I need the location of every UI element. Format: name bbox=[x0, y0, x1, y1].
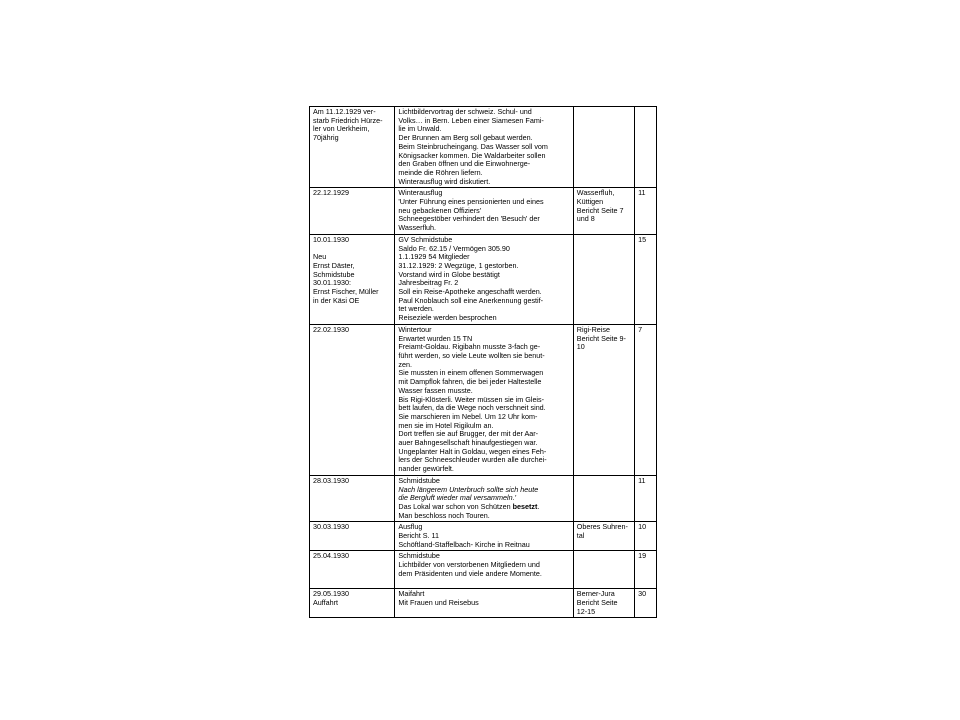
cell-text-line: GV Schmidstube bbox=[398, 234, 453, 244]
page-cell bbox=[635, 589, 657, 618]
table-row bbox=[310, 324, 657, 475]
cell-text-line: Bericht Seite 9- bbox=[576, 333, 626, 343]
cell-text-part: Das Lokal war schon von Schützen bbox=[398, 501, 513, 511]
cell-text-line: tet werden. bbox=[398, 304, 434, 314]
cell-text-line: 30 bbox=[638, 589, 647, 599]
table-row bbox=[310, 522, 657, 551]
cell-text-line: 30.03.1930 bbox=[313, 522, 349, 532]
date-cell bbox=[310, 551, 395, 589]
cell-text-line: 12-15 bbox=[576, 606, 596, 616]
cell-text-line: den Graben öffnen und die Einwohnerge- bbox=[398, 159, 531, 169]
cell-text-line: 29.05.1930 bbox=[313, 589, 349, 599]
table-row bbox=[310, 551, 657, 589]
cell-text-line: Ausflug bbox=[398, 522, 423, 532]
cell-text-line: 7 bbox=[638, 324, 643, 334]
table-row bbox=[310, 107, 657, 188]
cell-text-part: . bbox=[537, 501, 540, 511]
cell-text-line: Wintertour bbox=[398, 324, 432, 334]
cell-text-line: 25.04.1930 bbox=[313, 551, 349, 561]
cell-text-line: Am 11.12.1929 ver- bbox=[313, 107, 376, 116]
cell-text-line: Dort treffen sie auf Brugger, der mit der Aar- bbox=[398, 429, 539, 439]
cell-text-line: Sie marschieren im Nebel. Um 12 Uhr kom- bbox=[398, 411, 538, 421]
cell-text-line: Lichtbildervortrag der schweiz. Schul- und bbox=[398, 107, 532, 116]
table-row bbox=[310, 589, 657, 618]
cell-text-line: und 8 bbox=[576, 214, 595, 224]
date-cell bbox=[310, 475, 395, 522]
cell-text-line: Auffahrt bbox=[313, 597, 339, 607]
cell-text-line: ler von Uerkheim, bbox=[313, 124, 370, 134]
cell-text-line: Volks… in Bern. Leben einer Siamesen Fami- bbox=[398, 115, 544, 125]
cell-text-line: Freiamt-Goldau. Rigibahn musste 3-fach ge- bbox=[398, 342, 541, 352]
cell-text-line: Wasserfluh, bbox=[576, 188, 615, 198]
place-cell bbox=[573, 107, 634, 188]
cell-text-line: Bericht Seite 7 bbox=[576, 205, 624, 215]
cell-text-line: 11 bbox=[638, 188, 646, 198]
cell-text-line: auer Bahngesellschaft hinaufgestiegen war. bbox=[398, 438, 538, 448]
cell-text-line: Oberes Suhren- bbox=[576, 522, 628, 532]
cell-text-line: führt werden, so viele Leute wollten sie benut- bbox=[398, 350, 545, 360]
cell-text-line: Königsacker kommen. Die Waldarbeiter sollen bbox=[398, 150, 546, 160]
chronicle-table bbox=[309, 106, 657, 618]
cell-text-line: meinde die Röhren liefern. bbox=[398, 167, 483, 177]
cell-text-line: Man beschloss noch Touren. bbox=[398, 510, 490, 520]
event-cell bbox=[395, 475, 573, 522]
date-cell bbox=[310, 522, 395, 551]
cell-text-line: Schöftland-Staffelbach- Kirche in Reitnau bbox=[398, 539, 530, 549]
cell-text-line: 10 bbox=[638, 522, 647, 532]
cell-text-line: 31.12.1929: 2 Wegzüge, 1 gestorben. bbox=[398, 260, 519, 270]
cell-text-line: tal bbox=[576, 531, 585, 541]
event-cell bbox=[395, 589, 573, 618]
place-cell bbox=[573, 188, 634, 235]
cell-text-line: 30.01.1930: bbox=[313, 278, 351, 288]
cell-text-line: Schmidstube bbox=[398, 475, 440, 485]
cell-text-line: mit Dampflok fahren, die bei jeder Haltestelle bbox=[398, 377, 542, 387]
cell-text-line: Erwartet wurden 15 TN bbox=[398, 333, 473, 343]
cell-text-line: 1.1.1929 54 Mitglieder bbox=[398, 252, 470, 262]
cell-text-line: Bericht Seite bbox=[576, 597, 618, 607]
page-cell bbox=[635, 551, 657, 589]
event-cell bbox=[395, 234, 573, 324]
cell-text-line: Ernst Fischer, Müller bbox=[313, 287, 379, 297]
date-cell bbox=[310, 589, 395, 618]
cell-text-line: Neu bbox=[313, 252, 327, 262]
event-cell bbox=[395, 324, 573, 475]
chronicle-table-body bbox=[310, 107, 657, 618]
cell-text-line: 10 bbox=[576, 342, 585, 352]
event-cell bbox=[395, 522, 573, 551]
place-cell bbox=[573, 522, 634, 551]
cell-text-line: lie im Urwald. bbox=[398, 124, 442, 134]
cell-text-line: 22.12.1929 bbox=[313, 188, 349, 198]
cell-text-line: Schmidstube bbox=[398, 551, 440, 561]
cell-text-line: lers der Schneeschleuder wurden alle durchei- bbox=[398, 455, 547, 465]
page-cell bbox=[635, 324, 657, 475]
cell-text-line: dem Präsidenten und viele andere Momente. bbox=[398, 568, 542, 578]
date-cell bbox=[310, 107, 395, 188]
cell-text-line: Wasser fassen musste. bbox=[398, 385, 473, 395]
cell-text-line: 11 bbox=[638, 475, 646, 485]
page-cell bbox=[635, 107, 657, 188]
date-cell bbox=[310, 324, 395, 475]
cell-text-line: starb Friedrich Hürze- bbox=[313, 115, 383, 125]
cell-text-line: Rigi-Reise bbox=[576, 324, 610, 334]
cell-text-line: 28.03.1930 bbox=[313, 475, 349, 485]
cell-text-line: Reiseziele werden besprochen bbox=[398, 313, 497, 323]
cell-text-line: Schmidstube bbox=[313, 269, 355, 279]
cell-text-line: Soll ein Reise-Apotheke angeschafft werden. bbox=[398, 287, 542, 297]
date-cell bbox=[310, 234, 395, 324]
cell-text-line: zen. bbox=[398, 359, 412, 369]
cell-text-line: 19 bbox=[638, 551, 647, 561]
cell-text-line: Lichtbilder von verstorbenen Mitgliedern und bbox=[398, 560, 540, 570]
cell-text-line: Maifahrt bbox=[398, 589, 425, 599]
table-row bbox=[310, 475, 657, 522]
cell-text-line: 'Unter Führung eines pensionierten und eines bbox=[398, 197, 544, 207]
cell-text-line: Saldo Fr. 62.15 / Vermögen 305.90 bbox=[398, 243, 510, 253]
cell-text-line: 22.02.1930 bbox=[313, 324, 349, 334]
date-cell bbox=[310, 188, 395, 235]
cell-text-line: Mit Frauen und Reisebus bbox=[398, 597, 479, 607]
cell-text-line: bett laufen, da die Wege noch verschneit sind. bbox=[398, 403, 546, 413]
event-cell bbox=[395, 107, 573, 188]
page-cell bbox=[635, 234, 657, 324]
table-row bbox=[310, 188, 657, 235]
cell-text-line: 70jährig bbox=[313, 133, 339, 143]
cell-text-line: Schneegestöber verhindert den 'Besuch' der bbox=[398, 214, 540, 224]
cell-text-line: Winterausflug bbox=[398, 188, 443, 198]
page-cell bbox=[635, 475, 657, 522]
cell-text-line: Beim Steinbrucheingang. Das Wasser soll vom bbox=[398, 141, 548, 151]
cell-text-line: Wasserfluh. bbox=[398, 223, 437, 233]
cell-text-line bbox=[398, 579, 569, 588]
cell-text-line: Ernst Däster, bbox=[313, 260, 355, 270]
cell-text-line: nander gewürfelt. bbox=[398, 464, 454, 474]
event-cell bbox=[395, 551, 573, 589]
table-row bbox=[310, 234, 657, 324]
place-cell bbox=[573, 324, 634, 475]
place-cell bbox=[573, 589, 634, 618]
cell-text-line: Küttigen bbox=[576, 197, 604, 207]
cell-text-line: Ungeplanter Halt in Goldau, wegen eines Feh- bbox=[398, 446, 547, 456]
cell-text-line: Bis Rigi-Klösterli. Weiter müssen sie im Gleis- bbox=[398, 394, 545, 404]
cell-text-line: Sie mussten in einem offenen Sommerwagen bbox=[398, 368, 544, 378]
cell-text-line: die Bergluft wieder mal versammeln.' bbox=[398, 493, 516, 503]
event-cell bbox=[395, 188, 573, 235]
page-cell bbox=[635, 522, 657, 551]
cell-text-line: Jahresbeitrag Fr. 2 bbox=[398, 278, 459, 288]
cell-text-line: Nach längerem Unterbruch sollte sich heute bbox=[398, 484, 539, 494]
place-cell bbox=[573, 234, 634, 324]
cell-text-line: Berner-Jura bbox=[576, 589, 615, 599]
cell-text-line: Bericht S. 11 bbox=[398, 531, 439, 541]
cell-text-line: 10.01.1930 bbox=[313, 234, 349, 244]
emphasis-text: besetzt bbox=[512, 501, 538, 511]
place-cell bbox=[573, 475, 634, 522]
cell-text-line: neu gebackenen Offiziers' bbox=[398, 205, 482, 215]
page-cell bbox=[635, 188, 657, 235]
cell-text-line: Paul Knoblauch soll eine Anerkennung gestif- bbox=[398, 295, 544, 305]
cell-text-line: men sie im Hotel Rigikulm an. bbox=[398, 420, 494, 430]
cell-text-line: 15 bbox=[638, 234, 647, 244]
place-cell bbox=[573, 551, 634, 589]
cell-text-line: Winterausflug wird diskutiert. bbox=[398, 176, 491, 186]
cell-text-line: Vorstand wird in Globe bestätigt bbox=[398, 269, 500, 279]
cell-text-line: in der Käsi OE bbox=[313, 295, 360, 305]
cell-text-line: Der Brunnen am Berg soll gebaut werden. bbox=[398, 133, 533, 143]
